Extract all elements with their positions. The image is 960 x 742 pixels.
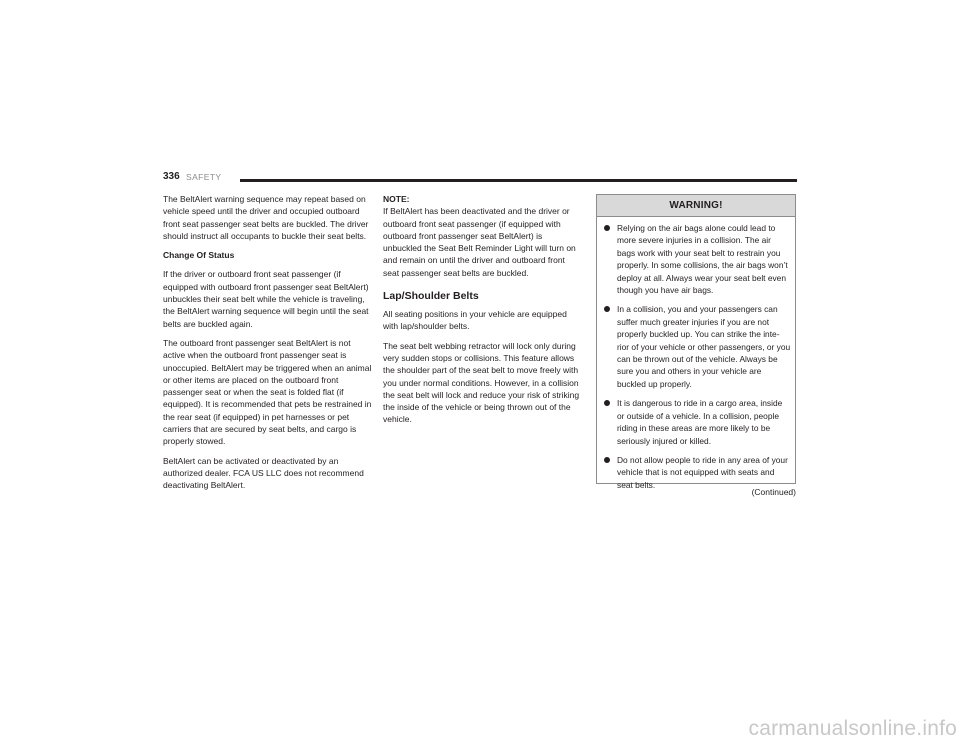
header-rule (240, 179, 797, 182)
warning-list (597, 217, 795, 491)
bullet-icon (604, 225, 610, 231)
lap-shoulder-belts-paragraph: All seating positions in your vehicle are equipped with lap/shoulder belts. (383, 309, 567, 332)
passenger-beltalert-paragraph: The outboard front passenger seat BeltAlert is not active when the outboard front passenger seat is unoccupied. BeltAlert may be triggered when an animal or other items are placed on the outboard front passenger seat or when the seat is folded flat (if equipped). It is recommended that pets be restrained in the rear seat (if equipped) in pet harnesses or pet carriers that are secured by seat belts, and cargo is properly stowed. (163, 337, 372, 447)
warning-title: WARNING! (597, 195, 795, 217)
warning-item-text: It is dangerous to ride in a cargo area, inside or outside of a vehicle. In a collision, people riding in these areas are more likely to be seriously injured or killed. (617, 398, 783, 446)
warning-item (603, 222, 791, 296)
warning-item (603, 303, 791, 390)
bullet-icon (604, 400, 610, 406)
bullet-icon (604, 457, 610, 463)
webbing-retractor-paragraph: The seat belt webbing retractor will lock only during very sudden stops or collisions. This feature allows the shoulder part of the seat belt to move freely with you under normal conditions. However, in a collision the seat belt will lock and reduce your risk of striking the inside of the vehicle or being thrown out of the vehicle. (383, 340, 580, 425)
warning-item-text: In a collision, you and your passengers can suffer much greater injuries if you are not properly buckled up. You can strike the inte-rior of your vehicle or other passengers, or you can be thrown out of the vehicle. Always be sure you and others in your vehicle are buckled up properly. (617, 304, 791, 389)
note-text: If BeltAlert has been deactivated and the driver or outboard front seat passenger (if equipped with outboard front passenger seat BeltAlert) is unbuckled the Seat Belt Reminder Light will turn on and remain on until the driver and outboard front seat passenger seat belts are buckled. (383, 206, 576, 278)
note-label: NOTE: (383, 194, 410, 204)
warning-item-text: Do not allow people to ride in any area of your vehicle that is not equipped with seats and seat belts. (617, 454, 788, 490)
warning-item (603, 397, 791, 447)
warning-item (603, 454, 791, 491)
bullet-icon (604, 306, 610, 312)
page-header (163, 171, 797, 185)
text-column-left (163, 193, 375, 499)
section-name: SAFETY (186, 172, 222, 182)
text-column-middle (383, 193, 581, 433)
warning-item-text: Relying on the air bags alone could lead to more severe injuries in a collision. The air bags work with your seat belt to restrain you properly. In some collisions, the air bags won’t deploy at all. Always wear your seat belt even though you have air bags. (617, 223, 788, 296)
beltalert-sequence-paragraph: The BeltAlert warning sequence may repeat based on vehicle speed until the driver and occupied outboard front seat passenger seat belts are buckled. The driver should instruct all occupants to buckle their seat belts. (163, 194, 369, 241)
warning-box (596, 194, 796, 490)
beltalert-activation-paragraph: BeltAlert can be activated or deactivated by an authorized dealer. FCA US LLC does not recommend deactivating BeltAlert. (163, 455, 364, 491)
page-number: 336 (163, 171, 180, 182)
change-of-status-subheading: Change Of Status (163, 250, 235, 261)
lap-shoulder-belts-heading: Lap/Shoulder Belts (383, 290, 479, 303)
watermark: carmanualsonline.info (748, 717, 957, 740)
continued-label: (Continued) (751, 487, 796, 497)
note-block (383, 193, 581, 279)
change-of-status-paragraph: If the driver or outboard front seat passenger (if equipped with outboard front passenger seat BeltAlert) unbuckles their seat belt while the vehicle is traveling, the BeltAlert warning sequence will begin until the seat belts are buckled again. (163, 269, 369, 329)
